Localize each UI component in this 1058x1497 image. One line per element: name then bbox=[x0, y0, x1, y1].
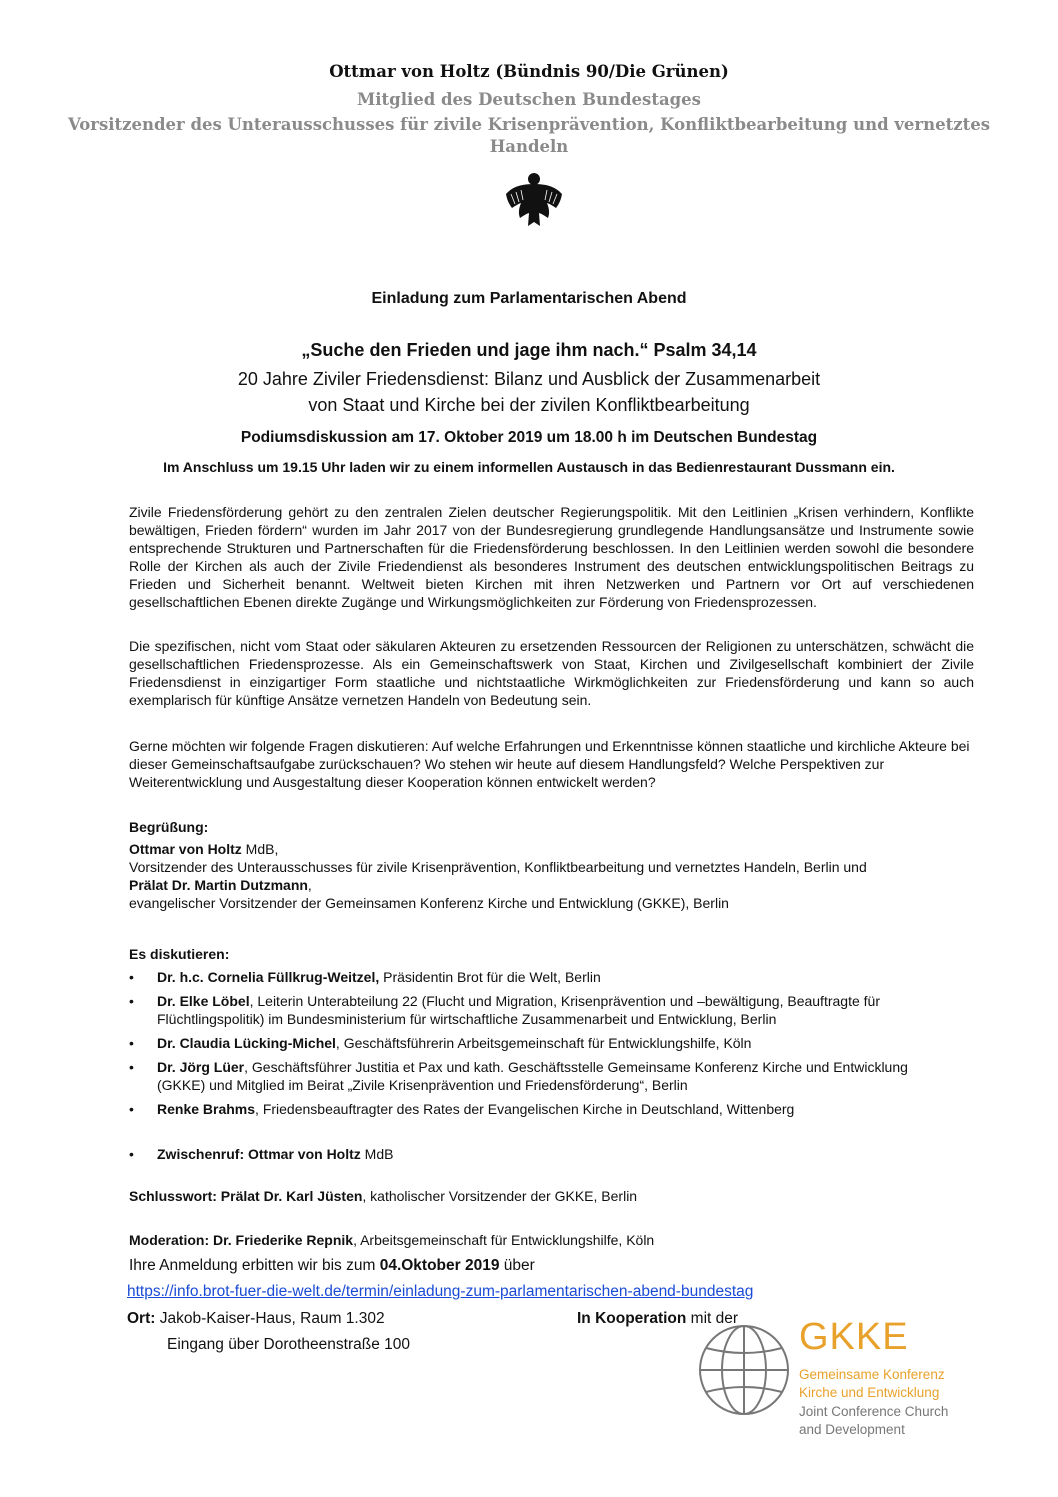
closing-line bbox=[129, 1187, 1009, 1205]
person-name: Ottmar von Holtz bbox=[129, 841, 242, 857]
paragraph-3: Gerne möchten wir folgende Fragen diskutieren: Auf welche Erfahrungen und Erkenntnisse können staatliche und kirchliche Akteure bei dieser Gemeinschaftsaufgabe zurückschauen? Wo stehen wir heute auf diesem Handlungsfeld? Welche Perspektiven zur Weiterentwicklung und Ausgestaltung dieser Kooperation können entwickelt werden? bbox=[129, 738, 970, 790]
cooperation-bold: In Kooperation bbox=[577, 1310, 687, 1327]
gkke-logo-line3: Joint Conference Church bbox=[799, 1404, 949, 1419]
panelist-desc: , Friedensbeauftragter des Rates der Evangelischen Kirche in Deutschland, Wittenberg bbox=[255, 1101, 795, 1117]
gkke-logo-line1: Gemeinsame Konferenz bbox=[799, 1367, 945, 1382]
list-item bbox=[129, 1058, 949, 1094]
header-role-cont: Handeln bbox=[489, 137, 569, 156]
closing-desc: , katholischer Vorsitzender der GKKE, Berlin bbox=[362, 1188, 638, 1204]
panel-heading: Es diskutieren: bbox=[129, 946, 230, 962]
greeting-heading: Begrüßung: bbox=[129, 819, 209, 835]
registration-text-before: Ihre Anmeldung erbitten wir bis zum bbox=[129, 1257, 380, 1274]
registration-text-after: über bbox=[499, 1257, 535, 1274]
registration-link[interactable]: https://info.brot-fuer-die-welt.de/termin/einladung-zum-parlamentarischen-abend-bundestag bbox=[127, 1283, 754, 1300]
location-label: Ort: bbox=[127, 1310, 156, 1327]
gkke-logo-german bbox=[799, 1366, 945, 1402]
greeting-person-2 bbox=[129, 876, 1009, 894]
interjection bbox=[129, 1145, 393, 1163]
panelist-name: Dr. Claudia Lücking-Michel bbox=[157, 1035, 336, 1051]
panelist-name: Dr. Jörg Lüer bbox=[157, 1059, 245, 1075]
paragraph-2: Die spezifischen, nicht vom Staat oder säkularen Akteuren zu ersetzenden Ressourcen der Religionen zu unterschätzen, schwächt die gesellschaftlichen Friedensprozesse. Als ein Gemeinschaftswerk von Staat, Kirchen und Zivilgesellschaft kombiniert der Zivile Friedensdienst in einzigartiger Form staatliche und nichtstaatliche Wirkmöglichkeiten zur Friedensförderung und kann so auch exemplarisch für künftige Ansätze vernetzen Handeln von Bedeutung sein. bbox=[129, 638, 974, 708]
panel-list bbox=[129, 968, 949, 1124]
greeting-person-1 bbox=[129, 840, 1009, 858]
greeting-person-1-role: Vorsitzender des Unterausschusses für zivile Krisenprävention, Konfliktbearbeitung und vernetztes Handeln, Berlin und bbox=[129, 859, 867, 875]
moderation-line bbox=[129, 1231, 1009, 1249]
bullet-icon: • bbox=[129, 969, 134, 985]
list-item bbox=[129, 992, 949, 1028]
event-line: Podiumsdiskussion am 17. Oktober 2019 um 18.00 h im Deutschen Bundestag bbox=[240, 429, 818, 446]
panelist-desc: , Geschäftsführer Justitia et Pax und kath. Geschäftsstelle Gemeinsame Konferenz Kirche und Entwicklung (GKKE) und Mitglied im Beirat „Zivile Krisenprävention und Friedensförderung“, Berlin bbox=[157, 1059, 908, 1093]
greeting-section bbox=[129, 818, 1009, 912]
location-line bbox=[127, 1310, 385, 1328]
invitation-title: Einladung zum Parlamentarischen Abend bbox=[371, 290, 687, 307]
bullet-icon: • bbox=[129, 1059, 134, 1075]
location-entrance: Eingang über Dorotheenstraße 100 bbox=[167, 1336, 410, 1353]
gkke-logo-line2: Kirche und Entwicklung bbox=[799, 1385, 940, 1400]
gkke-logo-line4: and Development bbox=[799, 1422, 905, 1437]
subtitle-line2: von Staat und Kirche bei der zivilen Konfliktbearbeitung bbox=[308, 395, 750, 415]
registration-deadline: 04.Oktober 2019 bbox=[379, 1257, 500, 1274]
bullet-icon: • bbox=[129, 993, 134, 1009]
person-name: Prälat Dr. Martin Dutzmann bbox=[129, 877, 308, 893]
bullet-icon: • bbox=[129, 1101, 134, 1117]
panelist-desc: , Geschäftsführerin Arbeitsgemeinschaft für Entwicklungshilfe, Köln bbox=[335, 1035, 752, 1051]
list-item bbox=[129, 1100, 949, 1118]
panelist-name: Dr. h.c. Cornelia Füllkrug-Weitzel, bbox=[157, 969, 380, 985]
panelist-name: Renke Brahms bbox=[157, 1101, 256, 1117]
greeting-person-2-role: evangelischer Vorsitzender der Gemeinsamen Konferenz Kirche und Entwicklung (GKKE), Berlin bbox=[129, 895, 729, 911]
subtitle-line1: 20 Jahre Ziviler Friedensdienst: Bilanz und Ausblick der Zusammenarbeit bbox=[237, 369, 821, 389]
quote-title: „Suche den Frieden und jage ihm nach.“ Psalm 34,14 bbox=[301, 340, 757, 360]
header-role: Vorsitzender des Unterausschusses für zivile Krisenprävention, Konfliktbearbeitung und vernetztes bbox=[67, 115, 991, 134]
moderation-label: Moderation: Dr. Friederike Repnik bbox=[129, 1232, 354, 1248]
panelist-name: Dr. Elke Löbel bbox=[157, 993, 250, 1009]
bullet-icon: • bbox=[129, 1146, 134, 1162]
registration-line bbox=[129, 1257, 1009, 1275]
header-membership: Mitglied des Deutschen Bundestages bbox=[357, 90, 701, 109]
globe-icon bbox=[696, 1322, 792, 1418]
interjection-label: Zwischenruf: Ottmar von Holtz bbox=[157, 1146, 361, 1162]
bundesadler-icon bbox=[503, 170, 565, 232]
person-suffix: MdB, bbox=[241, 841, 279, 857]
paragraph-1: Zivile Friedensförderung gehört zu den zentralen Zielen deutscher Regierungspolitik. Mit den Leitlinien „Krisen verhindern, Konflikte bewältigen, Frieden fördern“ wurden im Jahr 2017 von der Bundesregierung grundlegende Handlungsansätze und Instrumente sowie entsprechende Strukturen und Partnerschaften für die Friedensförderung beschlossen. In den Leitlinien werden sowohl die besondere Rolle der Kirchen als auch der Zivile Friedendienst als besonderes Instrument des deutschen entwicklungspolitischen Beitrags zu Frieden und Sicherheit benannt. Weltweit bieten Kirchen mit ihren Netzwerken und Partnern vor Ort auf verschiedenen gesellschaftlichen Ebenen direkte Zugänge und Wirkungsmöglichkeiten zur Förderung von Friedensprozessen. bbox=[129, 504, 974, 610]
list-item bbox=[129, 1034, 949, 1052]
person-suffix: , bbox=[307, 877, 312, 893]
gkke-logo-english bbox=[799, 1403, 948, 1439]
followup-line: Im Anschluss um 19.15 Uhr laden wir zu einem informellen Austausch in das Bedienrestaurant Dussmann ein. bbox=[163, 459, 895, 475]
gkke-logo-title: GKKE bbox=[799, 1316, 909, 1358]
panelist-desc: Präsidentin Brot für die Welt, Berlin bbox=[379, 969, 601, 985]
panelist-desc: , Leiterin Unterabteilung 22 (Flucht und Migration, Krisenprävention und –bewältigung, Beauftragte für Flüchtlingspolitik) im Bundesministerium für wirtschaftliche Zusammenarbeit und Entwicklung, Berlin bbox=[157, 993, 880, 1027]
list-item bbox=[129, 968, 949, 986]
location-place: Jakob-Kaiser-Haus, Raum 1.302 bbox=[155, 1310, 385, 1327]
closing-label: Schlusswort: Prälat Dr. Karl Jüsten bbox=[129, 1188, 363, 1204]
moderation-desc: , Arbeitsgemeinschaft für Entwicklungshilfe, Köln bbox=[353, 1232, 655, 1248]
bullet-icon: • bbox=[129, 1035, 134, 1051]
header-name: Ottmar von Holtz (Bündnis 90/Die Grünen) bbox=[329, 62, 729, 81]
interjection-suffix: MdB bbox=[360, 1146, 394, 1162]
cooperation-rest: mit der bbox=[686, 1310, 739, 1327]
